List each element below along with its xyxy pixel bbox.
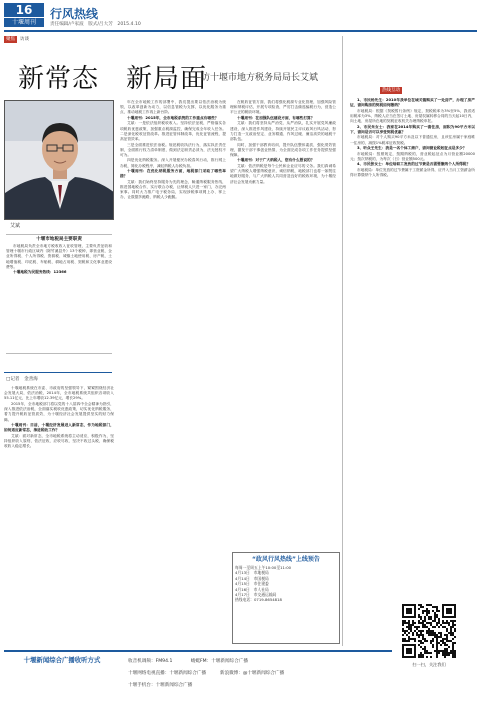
article-byline: □记者 金善海 (6, 377, 38, 382)
portrait-illustration (5, 101, 114, 220)
duty-profile-title: 十堰市地税局主要职责 (36, 237, 82, 242)
column-title: 行风热线 (50, 7, 99, 21)
article-column-2 (120, 100, 226, 643)
article-column-1 (4, 386, 114, 642)
broadcast-line: 每周一至周五上午10:00至11:00 (235, 565, 292, 570)
broadcast-title: “政风行风热线”上线预告 (252, 556, 320, 563)
hotline-answer: 市地税局：单位发放的过节费属于工资薪金所得，应并入当月工资薪金所得计算缴纳个人所得税。 (350, 167, 475, 177)
footer-row: 收音机调频：FM94.1 蜻蜓FM：十堰新闻综合广播 (128, 659, 248, 664)
qr-code-icon[interactable] (400, 602, 458, 660)
article-paragraph: 十堰地税系统在市委、市政府的坚强领导下，紧紧围绕经济社会发展大局，依法治税，2014年，全市地税系统共组织各项收入55.11亿元，比上年增收12.39亿元，增长29%。 (4, 386, 114, 401)
article-paragraph: 四是优化纳税服务。深入开展便民办税春风行动，推行网上办税，简化办税程序，减轻纳税人办税负担。 (120, 158, 226, 168)
footer-title-text: 十堰新闻综合广播收听方式 (23, 656, 101, 664)
article-subhead: ——访十堰市地方税务局局长艾斌 (183, 73, 319, 83)
article-paragraph: 年在全市地税工作的部署中，我们提出要以依法治税为统领，以改革创新为动力，以信息管税为支撑，以优化服务为重点，推动地税工作再上新台阶。 (120, 100, 226, 115)
article-headline: 新常态 新局面 (18, 64, 208, 94)
article-question: 十堰周刊：在加强队伍建设方面，有哪些打算？ (237, 115, 315, 120)
photo-caption: 艾斌 (10, 223, 21, 229)
article-paragraph: 艾斌：一是依法组织税收收入。坚持依法征税，严格落实各项税收优惠政策，加强重点税源监控，确保完成全年收入任务。二是深化税收征管改革。推进征管体制改革，优化征管流程，提高征管效率。 (120, 121, 226, 142)
top-rule (4, 30, 477, 32)
hotline-answer: 市地税局：对个人购买90平方米及以下普通住房，且该住房属于家庭唯一住房的，减按1%税率征收契税。 (350, 135, 475, 145)
hotline-answer: 市地税局：根据《契税暂行条例》规定，契税税率为3%至5%，我省适用税率为3%，纳税人应当在签订土地、房屋权属转移合同的当天起10日内，向土地、房屋所在地的契税征收机关办理纳税申报。 (350, 108, 475, 124)
broadcast-line: 热线电话：0719-8654818 (235, 597, 282, 603)
duty-profile-text (6, 244, 112, 339)
article-paragraph: 三是全面推进依法治税。规范税收执法行为，落实执法责任制，全面推行权力清单制度，做到法定职责必须为，法无授权不可为。 (120, 142, 226, 157)
article-question: 十堰周刊：对于广大纳税人，您有什么想说的？ (237, 158, 315, 163)
broadcast-line: 4月14日 市国税局 (235, 575, 269, 581)
article-question: 十堰周刊：目前，十堰经济发展进入新常态，作为地税部门，如何适应新常态，推进税收工作？ (4, 423, 114, 433)
hotline-column (350, 98, 475, 498)
article-paragraph: 艾斌：我们将坚持从严治党、从严治队，扎实开展党风廉政建设，深入推进作风建设，持续开展民主评议政风行风活动，努力打造一支政治坚定、业务精通、作风过硬、廉洁高效的地税干部队伍。 (230, 121, 336, 142)
article-paragraph: 艾斌：面对新常态，全市地税系统将主动适应，积极作为，坚持组织收入原则，依法征收，应收尽收，坚决不收过头税，确保税收收入稳定增长。 (4, 433, 114, 449)
article-paragraph: 艾斌：依法纳税是每个公民和企业应尽的义务。我们真诚希望广大纳税人增强纳税意识，诚信纳税，地税部门也将一如既往地做好服务，与广大纳税人共同营造良好的税收环境，为十堰经济社会发展贡献力量。 (230, 163, 336, 184)
hotline-question: 2、市民朱女士：我家在2014年购买了一套住房，面积为90平方米以下，请问是否可以享受契税优惠？ (350, 124, 475, 134)
focus-tag-label: 访谈 (20, 37, 29, 42)
footer-row: 十堰网络电视直播：十堰新闻综合广播 新浪微博：@十堰新闻综合广播 (128, 671, 285, 676)
hotline-question: 3、听众王先生：我是一名个体工商户，请问营业税起征点是多少？ (357, 146, 467, 151)
duty-paragraph: 市地税局负责全市地方税收收入征收管理，主要负责征收和管理十堰市行政区域内（除竹溪县外）13个税种，即营业税、企业所得税、个人所得税、资源税、城镇土地使用税、房产税、土地增值税、印花税、车船税、耕地占用税、契税和文化事业建设费等。 (6, 244, 112, 269)
footer-row: 十堰手机台：十堰新闻综合广播 (128, 683, 289, 688)
article-paragraph: 2015年，全市地税部门将以党的十八届四中全会精神为指引，深入推进依法治税，全面落实税收优惠政策，切实优化纳税服务，着力提升税收征管质效，为十堰经济社会发展提供坚实的财力保障。 (4, 401, 114, 422)
broadcast-line: 4月13日 市地税局 (235, 570, 269, 576)
focus-tag-key: 聚焦 (6, 37, 15, 42)
hotline-tag: 热线互动 (382, 88, 400, 93)
article-paragraph: 同时，加强干部教育培训，提升队伍整体素质，强化绩效管理，激发干部干事创业热情，为全面完成各项工作任务提供坚强保障。 (230, 142, 336, 157)
duty-profile-box (6, 234, 112, 354)
page-number: 16 (4, 3, 44, 17)
section-rule (4, 372, 112, 373)
hotline-answer: 市地税局：按照规定，按期纳税的，营业税起征点为月营业额20000元；按次纳税的，为每次（日）营业额500元。 (350, 151, 475, 161)
editor-meta: 责任编辑/卢家波 版式/吕大芳 2015.4.10 (50, 22, 141, 27)
portrait-photo (4, 100, 114, 220)
article-column-3 (230, 100, 336, 547)
article-paragraph: 在税收征管方面，我们将强化税源专业化管理，加强风险管理和纳税评估，开展专项检查，严厉打击偷逃骗税行为，营造公平公正的税收环境。 (230, 100, 336, 115)
footer-box (4, 650, 392, 698)
duty-hotline: 十堰地税为民服务热线：12366 (13, 270, 67, 275)
broadcast-line: 4月15日 市住建委 (235, 581, 269, 587)
qr-label: 扫一扫，关注我们 (412, 662, 446, 667)
broadcast-line: 4月17日 市交通运输局 (235, 592, 277, 598)
broadcast-line: 4月16日 市人社局 (235, 586, 269, 592)
article-paragraph: 艾斌：我们始终坚持服务为先的理念，畅通纳税服务热线，推进国地税合作，实行联合办税，让纳税人只进一家门，办完两家事。同时大力推广电子税务局，实现涉税事项网上办、掌上办，让数据多跑路，纳税人少跑腿。 (120, 179, 226, 200)
hotline-question: 1、市民杨先生：2010年我单位在城关镇购买了一处房产，办理了房产证，请问购房的契税如何缴纳？ (350, 98, 475, 108)
hotline-question: 4、市民张女士：单位给职工发放的过节费是否需要缴纳个人所得税？ (357, 162, 471, 167)
article-question: 十堰周刊：2015年，全市地税系统的工作重点有哪些？ (127, 115, 219, 120)
broadcast-schedule-box (232, 552, 340, 644)
footer-title (12, 656, 112, 665)
brand-label: 十堰周刊 (4, 17, 44, 27)
column-divider (342, 36, 343, 646)
article-question: 十堰周刊：在优化纳税服务方面，地税部门采取了哪些举措？ (120, 169, 226, 179)
focus-tag (4, 36, 29, 43)
